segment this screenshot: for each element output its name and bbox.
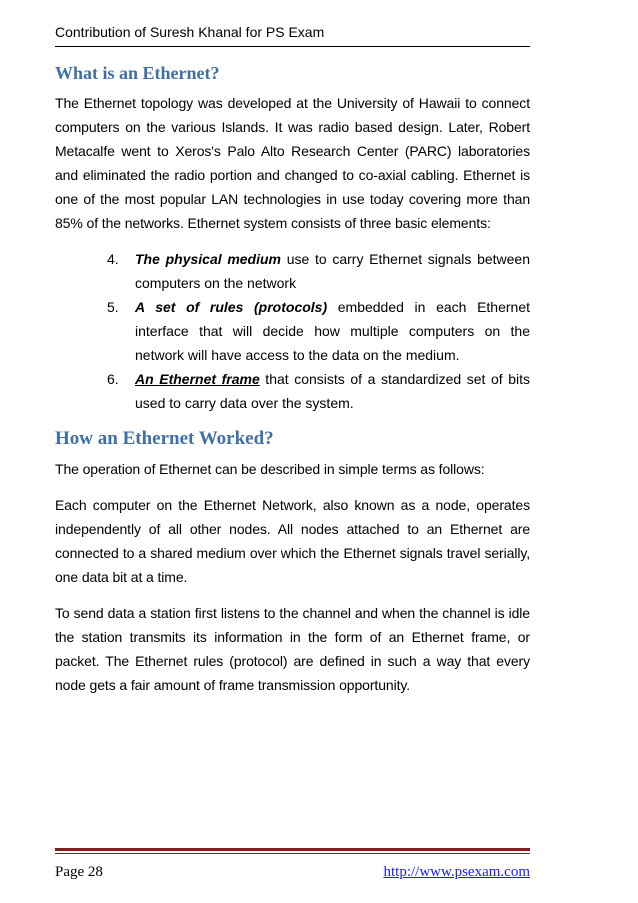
page-content [55, 60, 530, 709]
footer-divider-thin [55, 853, 530, 854]
section-heading-ethernet: What is an Ethernet? [55, 63, 220, 83]
list-item [55, 295, 530, 367]
footer-link[interactable]: http://www.psexam.com [383, 864, 530, 880]
list-number: 4. [107, 251, 119, 267]
list-text: that consists of a standardized set of bits used to carry data over the system. [135, 371, 531, 411]
page-number: Page 28 [55, 864, 103, 880]
list-item [55, 247, 530, 295]
list-emphasis: A set of rules (protocols) [135, 299, 328, 315]
intro-paragraph: The Ethernet topology was developed at the University of Hawaii to connect computers on the various Islands. It was radio based design. Later, Robert Metacalfe went to Xeros's Palo Alto Research Center (PARC) laboratories and eliminated the radio portion and changed to co-axial cabling. Ethernet is one of the most popular LAN technologies in use today covering more than 85% of the networks. Ethernet system consists of three basic elements: [55, 95, 530, 231]
footer-divider [55, 848, 530, 851]
body-paragraph: Each computer on the Ethernet Network, also known as a node, operates independently of all other nodes. All nodes attached to an Ethernet are connected to a shared medium over which the Ethernet signals travel serially, one data bit at a time. [55, 497, 530, 585]
section-heading-how-ethernet-works: How an Ethernet Worked? [55, 428, 274, 449]
list-emphasis: An Ethernet frame [135, 371, 260, 387]
list-number: 5. [107, 299, 119, 315]
body-paragraph: To send data a station first listens to the channel and when the channel is idle the station transmits its information in the form of an Ethernet frame, or packet. The Ethernet rules (protocol) are defined in such a way that every node gets a fair amount of frame transmission opportunity. [55, 605, 530, 693]
list-item [55, 367, 530, 415]
elements-list [55, 247, 530, 415]
page-footer [55, 862, 530, 882]
body-paragraph: The operation of Ethernet can be described in simple terms as follows: [55, 461, 485, 477]
page-header: Contribution of Suresh Khanal for PS Exam [55, 22, 530, 47]
list-emphasis: The physical medium [135, 251, 281, 267]
list-text: embedded in each Ethernet interface that will decide how multiple computers on the network will have access to the data on the medium. [135, 299, 530, 363]
list-number: 6. [107, 371, 119, 387]
list-text: use to carry Ethernet signals between computers on the network [135, 251, 530, 291]
